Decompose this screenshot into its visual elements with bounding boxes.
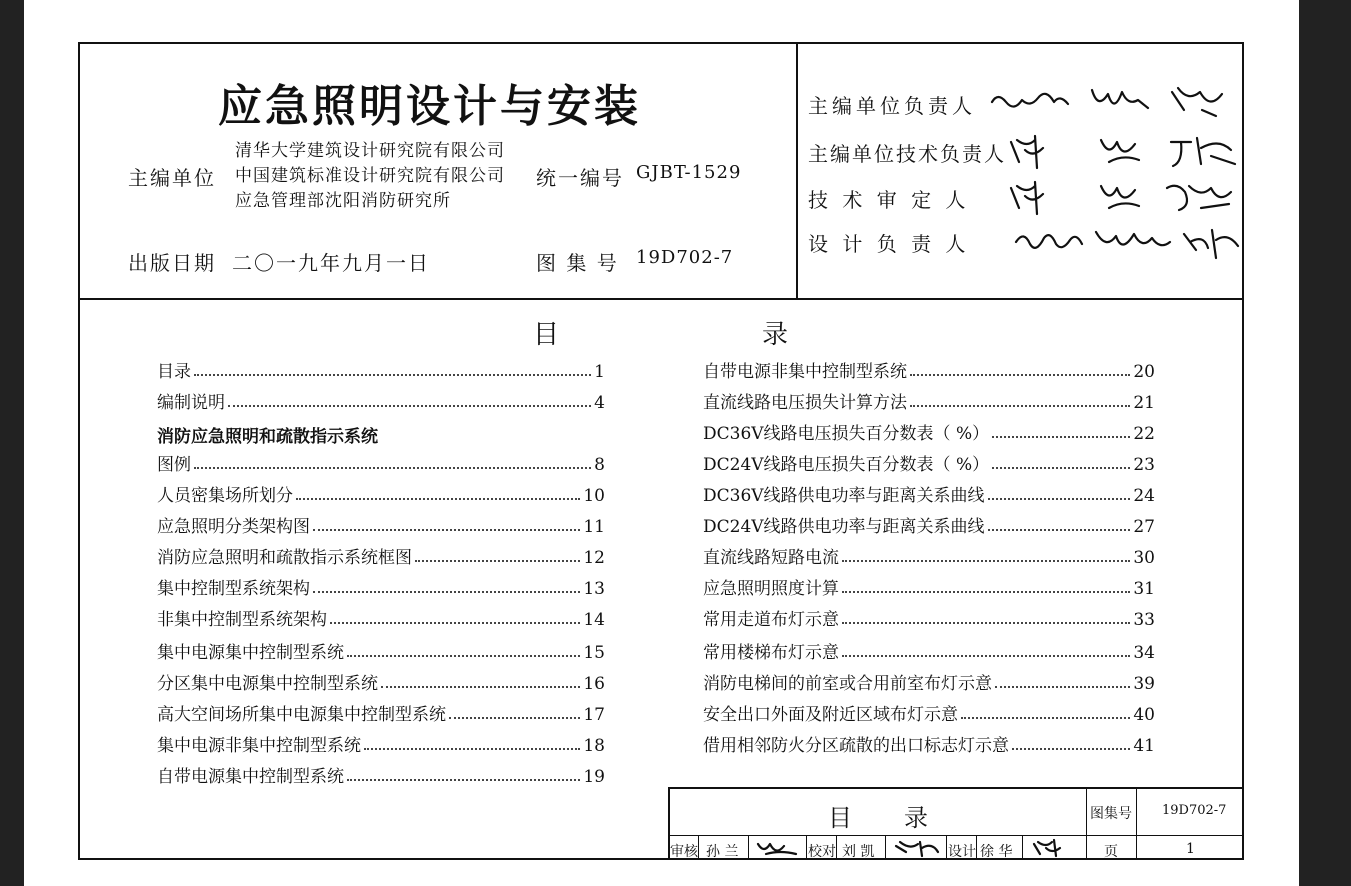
titleblock-atlas-value: 19D702-7: [1162, 803, 1227, 818]
header-vertical-divider: [796, 42, 798, 299]
strip-divider: [698, 836, 699, 860]
toc-entry-page: 19: [583, 767, 605, 787]
toc-entry[interactable]: [703, 418, 1155, 444]
design-name: 徐 华: [980, 844, 1013, 860]
toc-entry[interactable]: [157, 668, 605, 694]
resp-label: 设 计 负 责 人: [808, 232, 970, 256]
toc-entry-page: 8: [594, 455, 605, 475]
toc-entry-page: 33: [1133, 610, 1155, 630]
toc-entry[interactable]: [703, 356, 1155, 382]
toc-entry-title: 目录: [157, 362, 191, 382]
toc-entry[interactable]: [703, 449, 1155, 475]
toc-entry-title: 自带电源非集中控制型系统: [703, 362, 907, 382]
toc-entry-page: 13: [583, 579, 605, 599]
strip-divider: [976, 836, 977, 860]
toc-entry-page: 39: [1133, 674, 1155, 694]
strip-divider: [1022, 836, 1023, 860]
toc-entry-title: 常用走道布灯示意: [703, 610, 839, 630]
unified-no: GJBT-1529: [636, 162, 742, 183]
titleblock-divider: [1086, 787, 1087, 860]
toc-entry[interactable]: [157, 449, 605, 475]
toc-entry-page: 21: [1133, 393, 1155, 413]
check-signature: [892, 838, 942, 858]
toc-entry-title: 集中电源集中控制型系统: [157, 643, 344, 663]
titleblock-top-border: [668, 787, 1244, 789]
toc-section-heading: 消防应急照明和疏散指示系统: [157, 427, 378, 447]
toc-entry[interactable]: [703, 542, 1155, 568]
strip-divider: [885, 836, 886, 860]
toc-entry-page: 22: [1133, 424, 1155, 444]
titleblock-name-left: 目: [828, 804, 852, 832]
titleblock-atlas-label: 图集号: [1090, 806, 1132, 822]
toc-entry-title: 高大空间场所集中电源集中控制型系统: [157, 705, 446, 725]
toc-entry-page: 41: [1133, 736, 1155, 756]
toc-entry-page: 10: [583, 486, 605, 506]
toc-entry-page: 31: [1133, 579, 1155, 599]
toc-leader: [988, 529, 1131, 531]
toc-entry-title: 自带电源集中控制型系统: [157, 767, 344, 787]
header-divider: [78, 298, 1244, 300]
toc-entry-title: 借用相邻防火分区疏散的出口标志灯示意: [703, 736, 1009, 756]
toc-entry[interactable]: [157, 699, 605, 725]
titleblock-divider: [1136, 787, 1137, 860]
signatures-row-2: [1005, 128, 1245, 172]
toc-heading-left: 目: [533, 320, 560, 350]
toc-leader: [961, 717, 1130, 719]
toc-entry-page: 1: [594, 362, 605, 382]
toc-entry[interactable]: [157, 637, 605, 663]
toc-leader: [842, 591, 1130, 593]
resp-row-tech: [808, 138, 1006, 167]
toc-leader: [228, 405, 591, 407]
toc-entry-page: 12: [583, 548, 605, 568]
review-label: 审核: [670, 844, 698, 860]
toc-entry-title: 应急照明照度计算: [703, 579, 839, 599]
check-label: 校对: [808, 844, 836, 860]
toc-entry[interactable]: [703, 387, 1155, 413]
toc-entry-page: 23: [1133, 455, 1155, 475]
resp-row-design: [808, 228, 969, 257]
check-name: 刘 凯: [842, 844, 875, 860]
strip-divider: [836, 836, 837, 860]
toc-entry-page: 11: [583, 517, 605, 537]
toc-leader: [992, 436, 1130, 438]
titleblock-mid-line: [668, 835, 1244, 836]
toc-leader: [330, 622, 580, 624]
review-signature: [754, 838, 802, 858]
toc-entry-title: 消防电梯间的前室或合用前室布灯示意: [703, 674, 992, 694]
atlas-no-label: 图 集 号: [536, 251, 619, 275]
toc-entry-title: DC36V线路供电功率与距离关系曲线: [703, 486, 985, 506]
signatures-row-1: [988, 80, 1238, 124]
toc-entry-title: 常用楼梯布灯示意: [703, 643, 839, 663]
toc-entry[interactable]: [157, 542, 605, 568]
titleblock-page-label: 页: [1104, 844, 1118, 860]
toc-entry-title: 直流线路短路电流: [703, 548, 839, 568]
toc-leader: [194, 467, 591, 469]
toc-leader: [842, 622, 1130, 624]
editor-unit-2: 中国建筑标准设计研究院有限公司: [235, 166, 505, 186]
toc-leader: [449, 717, 580, 719]
toc-entry-page: 4: [594, 393, 605, 413]
page-title: 应急照明设计与安装: [218, 81, 641, 132]
toc-heading-right: 录: [762, 320, 789, 350]
toc-entry[interactable]: [703, 573, 1155, 599]
toc-entry[interactable]: [157, 761, 605, 787]
titleblock-name-right: 录: [904, 804, 928, 832]
toc-leader: [1012, 748, 1130, 750]
strip-divider: [806, 836, 807, 860]
resp-row-chief-unit: [808, 90, 976, 119]
toc-entry[interactable]: [703, 637, 1155, 663]
toc-leader: [992, 467, 1130, 469]
design-signature: [1030, 838, 1070, 858]
toc-entry[interactable]: [157, 730, 605, 756]
atlas-no: 19D702-7: [636, 247, 734, 268]
toc-leader: [910, 374, 1130, 376]
toc-leader: [381, 686, 580, 688]
toc-leader: [313, 591, 580, 593]
toc-entry-title: 非集中控制型系统架构: [157, 610, 327, 630]
pub-date-label: 出版日期: [128, 251, 216, 275]
toc-entry[interactable]: [703, 511, 1155, 537]
toc-leader: [842, 560, 1130, 562]
resp-label: 技 术 审 定 人: [808, 188, 970, 212]
toc-entry-title: 集中控制型系统架构: [157, 579, 310, 599]
toc-entry-page: 27: [1133, 517, 1155, 537]
toc-entry-title: 消防应急照明和疏散指示系统框图: [157, 548, 412, 568]
toc-leader: [842, 655, 1130, 657]
toc-entry[interactable]: [703, 480, 1155, 506]
signatures-row-4: [1012, 220, 1244, 264]
toc-leader: [910, 405, 1130, 407]
toc-entry-title: 应急照明分类架构图: [157, 517, 310, 537]
strip-divider: [946, 836, 947, 860]
editor-unit-1: 清华大学建筑设计研究院有限公司: [235, 141, 505, 161]
toc-entry[interactable]: [157, 573, 605, 599]
toc-entry-page: 20: [1133, 362, 1155, 382]
toc-entry-title: 图例: [157, 455, 191, 475]
toc-entry-title: DC24V线路供电功率与距离关系曲线: [703, 517, 985, 537]
resp-row-review: [808, 184, 969, 213]
editor-units: [235, 139, 505, 214]
toc-entry[interactable]: [157, 387, 605, 413]
toc-entry-title: 集中电源非集中控制型系统: [157, 736, 361, 756]
toc-entry-page: 24: [1133, 486, 1155, 506]
toc-entry-title: DC36V线路电压损失百分数表（ %）: [703, 424, 990, 444]
toc-entry-title: 安全出口外面及附近区域布灯示意: [703, 705, 958, 725]
toc-entry-title: DC24V线路电压损失百分数表（ %）: [703, 455, 990, 475]
toc-leader: [415, 560, 580, 562]
toc-entry-page: 30: [1133, 548, 1155, 568]
review-name: 孙 兰: [706, 844, 739, 860]
toc-entry-page: 40: [1133, 705, 1155, 725]
strip-divider: [748, 836, 749, 860]
toc-entry[interactable]: [703, 730, 1155, 756]
toc-leader: [988, 498, 1131, 500]
toc-entry[interactable]: [157, 356, 605, 382]
toc-entry-page: 18: [583, 736, 605, 756]
toc-leader: [194, 374, 591, 376]
toc-leader: [296, 498, 580, 500]
toc-entry-title: 直流线路电压损失计算方法: [703, 393, 907, 413]
unified-no-label: 统一编号: [536, 166, 624, 190]
toc-entry-title: 人员密集场所划分: [157, 486, 293, 506]
toc-leader: [313, 529, 580, 531]
toc-entry-title: 编制说明: [157, 393, 225, 413]
toc-leader: [364, 748, 580, 750]
toc-leader: [347, 779, 580, 781]
editor-label: 主编单位: [128, 166, 216, 190]
pub-date: 二〇一九年九月一日: [232, 251, 430, 275]
toc-entry[interactable]: [703, 699, 1155, 725]
toc-entry-page: 34: [1133, 643, 1155, 663]
toc-entry[interactable]: [703, 604, 1155, 630]
toc-leader: [347, 655, 580, 657]
resp-label: 主编单位技术负责人: [808, 142, 1006, 166]
toc-leader: [995, 686, 1130, 688]
toc-entry[interactable]: [157, 604, 605, 630]
signatures-row-3: [1005, 174, 1245, 218]
resp-label: 主编单位负责人: [808, 94, 976, 118]
toc-entry-page: 15: [583, 643, 605, 663]
editor-unit-3: 应急管理部沈阳消防研究所: [235, 191, 451, 211]
titleblock-page-value: 1: [1186, 841, 1195, 857]
toc-entry-page: 14: [583, 610, 605, 630]
toc-entry[interactable]: [157, 511, 605, 537]
design-label: 设计: [948, 844, 976, 860]
toc-entry-page: 16: [583, 674, 605, 694]
toc-entry[interactable]: [157, 480, 605, 506]
toc-entry-title: 分区集中电源集中控制型系统: [157, 674, 378, 694]
toc-entry[interactable]: [703, 668, 1155, 694]
toc-entry-page: 17: [583, 705, 605, 725]
